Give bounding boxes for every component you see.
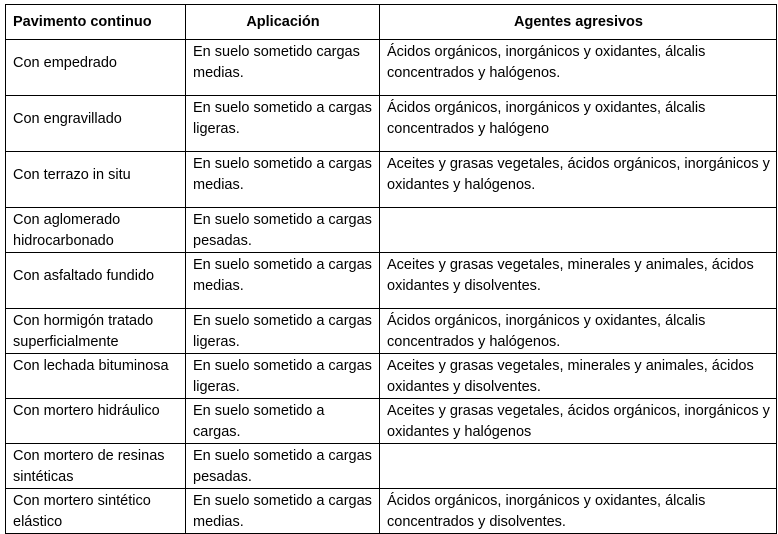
table-row	[6, 444, 777, 489]
cell-aplicacion: En suelo sometido a cargas medias.	[186, 253, 380, 309]
table-row	[6, 309, 777, 354]
cell-agentes: Aceites y grasas vegetales, minerales y animales, ácidos oxidantes y disolventes.	[380, 253, 777, 309]
cell-pavimento: Con mortero hidráulico	[6, 399, 186, 444]
cell-agentes: Ácidos orgánicos, inorgánicos y oxidantes, álcalis concentrados y halógenos.	[380, 40, 777, 96]
cell-pavimento: Con lechada bituminosa	[6, 354, 186, 399]
cell-aplicacion: En suelo sometido a cargas medias.	[186, 489, 380, 534]
table-row	[6, 40, 777, 96]
cell-pavimento: Con empedrado	[6, 40, 186, 96]
header-pavimento: Pavimento continuo	[6, 5, 186, 40]
cell-pavimento: Con mortero sintético elástico	[6, 489, 186, 534]
cell-agentes: Aceites y grasas vegetales, ácidos orgánicos, inorgánicos y oxidantes y halógenos.	[380, 152, 777, 208]
table-row	[6, 208, 777, 253]
header-aplicacion: Aplicación	[186, 5, 380, 40]
table-row	[6, 489, 777, 534]
table-row	[6, 152, 777, 208]
table-row	[6, 253, 777, 309]
cell-aplicacion: En suelo sometido a cargas.	[186, 399, 380, 444]
cell-agentes: Ácidos orgánicos, inorgánicos y oxidantes, álcalis concentrados y halógenos.	[380, 309, 777, 354]
cell-agentes: Ácidos orgánicos, inorgánicos y oxidantes, álcalis concentrados y disolventes.	[380, 489, 777, 534]
cell-agentes: Aceites y grasas vegetales, minerales y animales, ácidos oxidantes y disolventes.	[380, 354, 777, 399]
cell-pavimento: Con mortero de resinas sintéticas	[6, 444, 186, 489]
cell-aplicacion: En suelo sometido cargas medias.	[186, 40, 380, 96]
cell-pavimento: Con aglomerado hidrocarbonado	[6, 208, 186, 253]
cell-pavimento: Con asfaltado fundido	[6, 253, 186, 309]
cell-aplicacion: En suelo sometido a cargas ligeras.	[186, 309, 380, 354]
cell-pavimento: Con engravillado	[6, 96, 186, 152]
cell-agentes	[380, 208, 777, 253]
cell-agentes	[380, 444, 777, 489]
pavimentos-table	[5, 4, 777, 534]
table-row	[6, 399, 777, 444]
cell-aplicacion: En suelo sometido a cargas ligeras.	[186, 96, 380, 152]
cell-aplicacion: En suelo sometido a cargas medias.	[186, 152, 380, 208]
table-header-row	[6, 5, 777, 40]
table-row	[6, 354, 777, 399]
header-agentes: Agentes agresivos	[380, 5, 777, 40]
cell-pavimento: Con hormigón tratado superficialmente	[6, 309, 186, 354]
cell-agentes: Ácidos orgánicos, inorgánicos y oxidantes, álcalis concentrados y halógeno	[380, 96, 777, 152]
cell-aplicacion: En suelo sometido a cargas pesadas.	[186, 208, 380, 253]
cell-pavimento: Con terrazo in situ	[6, 152, 186, 208]
cell-aplicacion: En suelo sometido a cargas ligeras.	[186, 354, 380, 399]
cell-aplicacion: En suelo sometido a cargas pesadas.	[186, 444, 380, 489]
cell-agentes: Aceites y grasas vegetales, ácidos orgánicos, inorgánicos y oxidantes y halógenos	[380, 399, 777, 444]
table-row	[6, 96, 777, 152]
